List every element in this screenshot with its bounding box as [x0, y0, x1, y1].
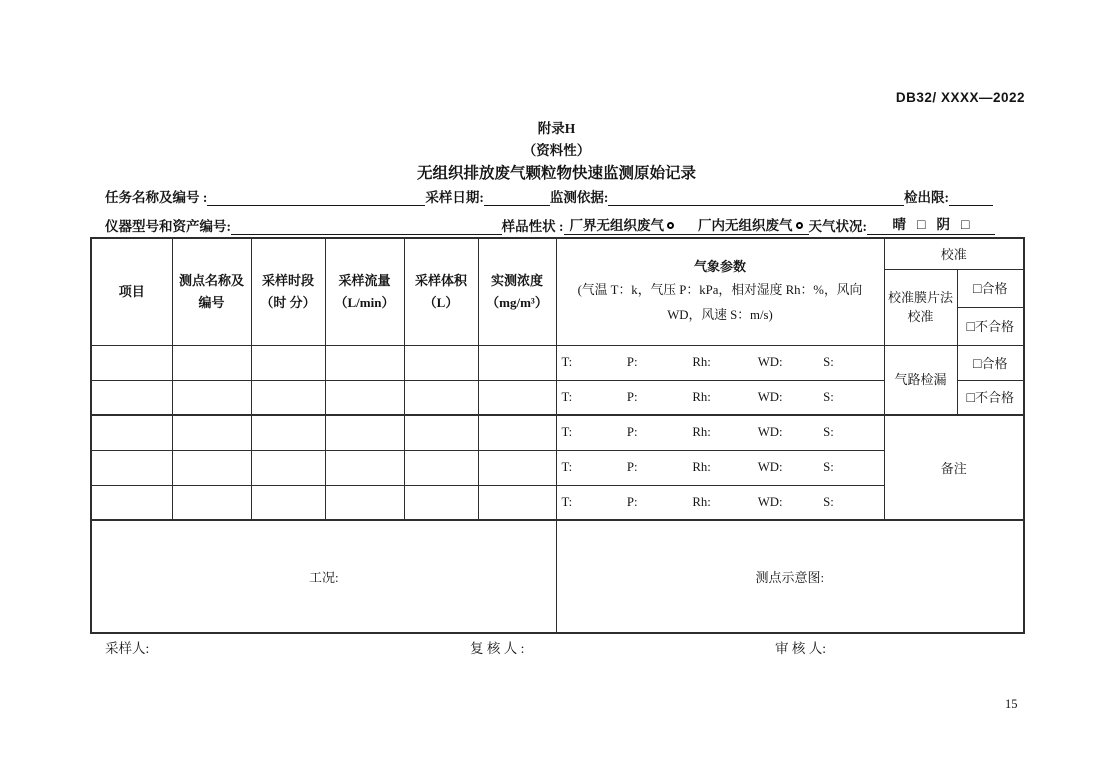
field-WD: WD: — [757, 425, 783, 440]
calibration-header: 校准 — [884, 238, 1024, 269]
field-S: S: — [823, 355, 834, 369]
data-cell — [325, 450, 404, 485]
data-cell — [325, 345, 404, 380]
fail-label: 不合格 — [974, 390, 1014, 406]
weather-condition-label: 天气状况: — [808, 219, 867, 234]
header-line: 采样体积 — [414, 272, 467, 288]
sample-option-inside-label: 厂内无组织废气 — [698, 218, 793, 233]
field-P: P: — [626, 425, 638, 440]
field-S: S: — [823, 425, 834, 440]
field-T: T: — [561, 494, 573, 509]
weather-fields-row — [557, 425, 884, 440]
form-line-1 — [90, 186, 1023, 206]
weather-data-cell — [556, 485, 884, 520]
weather-fields-row — [557, 460, 884, 475]
data-cell — [91, 415, 172, 450]
leak-check-label: 气路检漏 — [884, 345, 957, 415]
sampling-date-blank — [484, 189, 550, 206]
header-line: 采样时段 — [261, 272, 314, 288]
field-Rh: Rh: — [692, 389, 711, 404]
checkbox-icon: □ — [973, 282, 982, 297]
appendix-informative-note: （资料性） — [522, 143, 591, 158]
monitoring-basis-label: 监测依据: — [549, 190, 609, 205]
checkbox-icon: □ — [961, 218, 970, 233]
title-block — [0, 118, 1113, 185]
pass-label: 合格 — [981, 281, 1008, 296]
field-Rh: Rh: — [692, 355, 711, 369]
header-line: 采样流量 — [338, 272, 391, 288]
col-header-point — [172, 238, 251, 345]
data-cell — [251, 345, 325, 380]
header-line: 实测浓度 — [490, 272, 543, 288]
radio-circle-icon — [667, 222, 674, 229]
field-T: T: — [561, 389, 573, 404]
pass-label: 合格 — [981, 355, 1008, 371]
monitoring-basis-blank — [608, 189, 904, 206]
field-T: T: — [561, 460, 573, 474]
data-cell — [325, 485, 404, 520]
data-cell — [478, 345, 556, 380]
weather-params-subtitle: (气温 T：k，气压 P：kPa，相对湿度 Rh：%，风向 WD，风速 S：m/s) — [577, 282, 863, 322]
data-cell — [172, 485, 251, 520]
main-title: 无组织排放废气颗粒物快速监测原始记录 — [416, 165, 696, 182]
header-line: 测点名称及 — [178, 272, 244, 288]
data-cell — [172, 450, 251, 485]
page-number: 15 — [1005, 697, 1018, 711]
weather-sunny-label: 晴 — [892, 217, 907, 232]
measure-point-diagram-cell: 测点示意图: — [556, 520, 1024, 633]
data-cell — [404, 415, 478, 450]
checkbox-icon: □ — [966, 320, 975, 335]
field-WD: WD: — [757, 494, 783, 509]
data-cell — [91, 345, 172, 380]
field-T: T: — [561, 355, 573, 369]
sample-state-options — [564, 214, 809, 235]
reviewer-signature-label: 复 核 人 : — [470, 641, 525, 656]
sampler-signature-label: 采样人: — [105, 641, 150, 656]
checkbox-icon: □ — [973, 356, 982, 372]
weather-fields-row — [557, 495, 884, 510]
field-WD: WD: — [757, 389, 783, 404]
header-line: （L） — [423, 294, 459, 310]
data-cell — [404, 485, 478, 520]
field-WD: WD: — [757, 355, 783, 369]
header-line: （L/min） — [334, 294, 395, 310]
col-header-flow — [325, 238, 404, 345]
field-Rh: Rh: — [692, 460, 711, 474]
weather-data-cell — [556, 345, 884, 380]
data-cell — [91, 380, 172, 415]
data-cell — [251, 485, 325, 520]
form-line-2 — [90, 213, 1023, 235]
remark-cell: 备注 — [884, 415, 1024, 520]
weather-data-cell — [556, 450, 884, 485]
col-header-period — [251, 238, 325, 345]
field-S: S: — [823, 460, 834, 474]
task-name-label: 任务名称及编号 : — [105, 190, 208, 205]
data-cell — [325, 380, 404, 415]
field-Rh: Rh: — [692, 425, 711, 440]
sample-option-boundary-label: 厂界无组织废气 — [569, 218, 664, 233]
field-P: P: — [626, 355, 638, 369]
doc-code: DB32/ XXXX—2022 — [895, 90, 1025, 105]
sample-state-label: 样品性状 : — [501, 219, 564, 234]
weather-fields-row — [557, 390, 884, 405]
label-line: 校准 — [907, 309, 934, 324]
detection-limit-blank — [949, 189, 993, 206]
field-P: P: — [626, 460, 638, 474]
radio-circle-icon — [796, 222, 803, 229]
leak-pass-option — [957, 345, 1024, 380]
sampling-date-label: 采样日期: — [425, 190, 484, 205]
data-cell — [404, 450, 478, 485]
field-S: S: — [823, 389, 834, 404]
data-cell — [478, 450, 556, 485]
weather-fields-row — [557, 355, 884, 370]
monitoring-record-table — [90, 237, 1025, 634]
header-line: （时 分） — [260, 294, 316, 310]
weather-condition-options — [867, 213, 995, 235]
data-cell — [251, 450, 325, 485]
data-cell — [404, 380, 478, 415]
checkbox-icon: □ — [966, 391, 975, 407]
working-condition-cell: 工况: — [91, 520, 556, 633]
header-line: 编号 — [198, 294, 225, 310]
instrument-blank — [231, 218, 502, 235]
data-cell — [478, 380, 556, 415]
col-header-concentration — [478, 238, 556, 345]
data-cell — [404, 345, 478, 380]
col-header-weather-params — [556, 238, 884, 345]
fail-label: 不合格 — [974, 319, 1014, 334]
checkbox-icon: □ — [917, 218, 926, 233]
weather-params-title: 气象参数 — [693, 258, 746, 274]
leak-fail-option — [957, 380, 1024, 415]
data-cell — [478, 485, 556, 520]
task-name-blank — [207, 189, 425, 206]
data-cell — [91, 485, 172, 520]
weather-cloudy-label: 阴 — [936, 217, 950, 232]
label-line: 校准膜片法 — [887, 289, 953, 305]
data-cell — [172, 415, 251, 450]
auditor-signature-label: 审 核 人: — [775, 641, 827, 656]
instrument-label: 仪器型号和资产编号: — [105, 219, 231, 234]
field-P: P: — [626, 389, 638, 404]
membrane-pass-option — [957, 269, 1024, 307]
weather-data-cell — [556, 380, 884, 415]
detection-limit-label: 检出限: — [904, 190, 949, 205]
col-header-item: 项目 — [91, 238, 172, 345]
field-P: P: — [626, 494, 638, 509]
data-cell — [251, 415, 325, 450]
data-cell — [251, 380, 325, 415]
col-header-volume — [404, 238, 478, 345]
weather-data-cell — [556, 415, 884, 450]
field-S: S: — [823, 494, 834, 509]
header-line: （mg/m³） — [486, 294, 548, 310]
field-T: T: — [561, 425, 573, 440]
membrane-calibration-label — [884, 269, 957, 345]
data-cell — [478, 415, 556, 450]
appendix-title: 附录H — [537, 121, 576, 136]
membrane-fail-option — [957, 307, 1024, 345]
field-Rh: Rh: — [692, 494, 711, 509]
data-cell — [172, 380, 251, 415]
data-cell — [172, 345, 251, 380]
data-cell — [325, 415, 404, 450]
field-WD: WD: — [757, 460, 783, 474]
data-cell — [91, 450, 172, 485]
